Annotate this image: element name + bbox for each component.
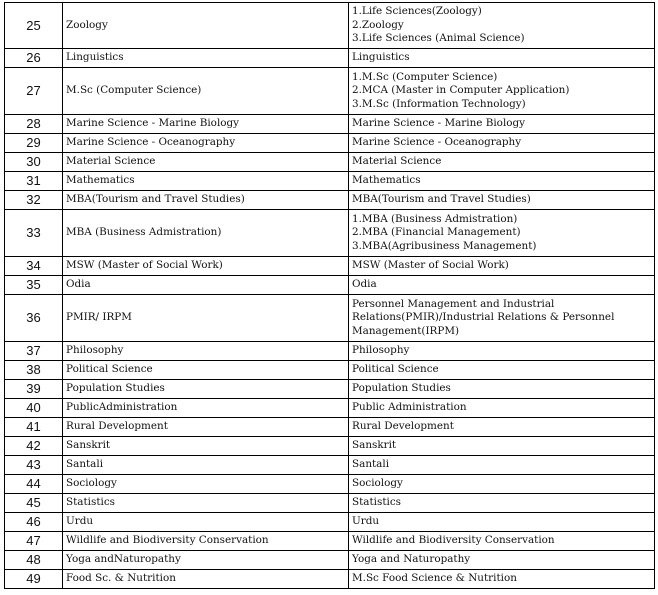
subject-cell: Rural Development	[63, 418, 349, 437]
eligibility-cell	[349, 257, 655, 276]
table-row	[5, 115, 655, 134]
eligibility-line: MSW (Master of Social Work)	[352, 259, 509, 272]
row-number: 49	[5, 570, 63, 589]
eligibility-cell	[349, 475, 655, 494]
eligibility-line: Population Studies	[352, 382, 451, 395]
eligibility-line: Sanskrit	[352, 439, 397, 452]
row-number: 30	[5, 153, 63, 172]
eligibility-line: Wildlife and Biodiversity Conservation	[352, 534, 555, 547]
eligibility-line: 2.MBA (Financial Management)	[352, 226, 521, 239]
table-row	[5, 276, 655, 295]
subject-cell: Population Studies	[63, 380, 349, 399]
eligibility-line: 1.MBA (Business Admistration)	[352, 212, 518, 225]
row-number: 41	[5, 418, 63, 437]
eligibility-line: 3.Life Sciences (Animal Science)	[352, 32, 525, 45]
table-row	[5, 380, 655, 399]
eligibility-line: Santali	[352, 458, 390, 471]
table-row	[5, 257, 655, 276]
row-number: 47	[5, 532, 63, 551]
table-row	[5, 456, 655, 475]
table-row	[5, 68, 655, 115]
subject-cell: Yoga andNaturopathy	[63, 551, 349, 570]
eligibility-cell	[349, 380, 655, 399]
eligibility-cell	[349, 456, 655, 475]
subject-cell: Philosophy	[63, 342, 349, 361]
eligibility-line: Mathematics	[352, 174, 421, 187]
row-number: 40	[5, 399, 63, 418]
subject-cell: Urdu	[63, 513, 349, 532]
subject-cell: MSW (Master of Social Work)	[63, 257, 349, 276]
table-row	[5, 153, 655, 172]
row-number: 45	[5, 494, 63, 513]
eligibility-line: Urdu	[352, 515, 380, 528]
table-row	[5, 3, 655, 49]
table-row	[5, 399, 655, 418]
eligibility-cell	[349, 342, 655, 361]
table-row	[5, 134, 655, 153]
eligibility-cell	[349, 276, 655, 295]
eligibility-line: Management(IRPM)	[352, 324, 460, 337]
row-number: 48	[5, 551, 63, 570]
row-number: 42	[5, 437, 63, 456]
table-row	[5, 437, 655, 456]
eligibility-cell	[349, 570, 655, 589]
eligibility-line: M.Sc Food Science & Nutrition	[352, 572, 517, 585]
row-number: 43	[5, 456, 63, 475]
row-number: 38	[5, 361, 63, 380]
row-number: 34	[5, 257, 63, 276]
subject-cell: Mathematics	[63, 172, 349, 191]
eligibility-cell	[349, 295, 655, 342]
eligibility-cell	[349, 172, 655, 191]
subject-cell: Wildlife and Biodiversity Conservation	[63, 532, 349, 551]
eligibility-line: Sociology	[352, 477, 403, 490]
table-row	[5, 361, 655, 380]
table-row	[5, 172, 655, 191]
eligibility-line: Public Administration	[352, 401, 467, 414]
eligibility-line: Relations(PMIR)/Industrial Relations & Personnel	[352, 311, 615, 324]
subject-cell: Material Science	[63, 153, 349, 172]
row-number: 37	[5, 342, 63, 361]
subject-cell: PMIR/ IRPM	[63, 295, 349, 342]
row-number: 44	[5, 475, 63, 494]
subject-cell: M.Sc (Computer Science)	[63, 68, 349, 115]
eligibility-line: MBA(Tourism and Travel Studies)	[352, 193, 531, 206]
eligibility-line: Odia	[352, 278, 377, 291]
table-row	[5, 210, 655, 257]
table-row	[5, 570, 655, 589]
row-number: 29	[5, 134, 63, 153]
subject-cell: Zoology	[63, 3, 349, 49]
eligibility-cell	[349, 437, 655, 456]
row-number: 39	[5, 380, 63, 399]
table-row	[5, 475, 655, 494]
eligibility-cell	[349, 68, 655, 115]
eligibility-line: Political Science	[352, 363, 439, 376]
eligibility-line: 2.MCA (Master in Computer Application)	[352, 84, 570, 97]
eligibility-line: Material Science	[352, 155, 442, 168]
eligibility-line: Linguistics	[352, 51, 410, 64]
eligibility-line: 2.Zoology	[352, 18, 404, 31]
eligibility-cell	[349, 494, 655, 513]
row-number: 25	[5, 3, 63, 49]
row-number: 26	[5, 49, 63, 68]
table-row	[5, 494, 655, 513]
subject-cell: Santali	[63, 456, 349, 475]
table-row	[5, 295, 655, 342]
eligibility-line: Personnel Management and Industrial	[352, 297, 555, 310]
eligibility-cell	[349, 210, 655, 257]
eligibility-line: Yoga and Naturopathy	[352, 553, 471, 566]
row-number: 27	[5, 68, 63, 115]
eligibility-cell	[349, 361, 655, 380]
eligibility-cell	[349, 153, 655, 172]
row-number: 35	[5, 276, 63, 295]
subject-cell: MBA (Business Admistration)	[63, 210, 349, 257]
eligibility-line: Statistics	[352, 496, 401, 509]
subject-cell: Food Sc. & Nutrition	[63, 570, 349, 589]
subject-cell: Odia	[63, 276, 349, 295]
subject-cell: PublicAdministration	[63, 399, 349, 418]
eligibility-line: Philosophy	[352, 344, 410, 357]
row-number: 33	[5, 210, 63, 257]
subject-cell: Political Science	[63, 361, 349, 380]
subject-cell: Marine Science - Oceanography	[63, 134, 349, 153]
eligibility-cell	[349, 399, 655, 418]
eligibility-line: 3.M.Sc (Information Technology)	[352, 97, 526, 110]
table-row	[5, 513, 655, 532]
subject-cell: Sanskrit	[63, 437, 349, 456]
eligibility-cell	[349, 191, 655, 210]
subject-cell: Marine Science - Marine Biology	[63, 115, 349, 134]
table-body	[5, 3, 655, 589]
row-number: 46	[5, 513, 63, 532]
table-row	[5, 191, 655, 210]
subject-cell: Statistics	[63, 494, 349, 513]
eligibility-line: 1.Life Sciences(Zoology)	[352, 5, 482, 18]
eligibility-cell	[349, 551, 655, 570]
eligibility-cell	[349, 134, 655, 153]
row-number: 31	[5, 172, 63, 191]
table-row	[5, 418, 655, 437]
eligibility-cell	[349, 513, 655, 532]
eligibility-line: Rural Development	[352, 420, 454, 433]
eligibility-cell	[349, 532, 655, 551]
table-row	[5, 49, 655, 68]
eligibility-line: Marine Science - Oceanography	[352, 136, 522, 149]
eligibility-line: 1.M.Sc (Computer Science)	[352, 70, 498, 83]
table-row	[5, 551, 655, 570]
subject-cell: Linguistics	[63, 49, 349, 68]
eligibility-cell	[349, 115, 655, 134]
row-number: 32	[5, 191, 63, 210]
eligibility-line: Marine Science - Marine Biology	[352, 117, 526, 130]
subject-cell: Sociology	[63, 475, 349, 494]
subjects-table	[4, 2, 655, 589]
eligibility-cell	[349, 418, 655, 437]
table-row	[5, 342, 655, 361]
eligibility-cell	[349, 3, 655, 49]
row-number: 36	[5, 295, 63, 342]
subject-cell: MBA(Tourism and Travel Studies)	[63, 191, 349, 210]
row-number: 28	[5, 115, 63, 134]
eligibility-cell	[349, 49, 655, 68]
eligibility-line: 3.MBA(Agribusiness Management)	[352, 239, 537, 252]
table-row	[5, 532, 655, 551]
